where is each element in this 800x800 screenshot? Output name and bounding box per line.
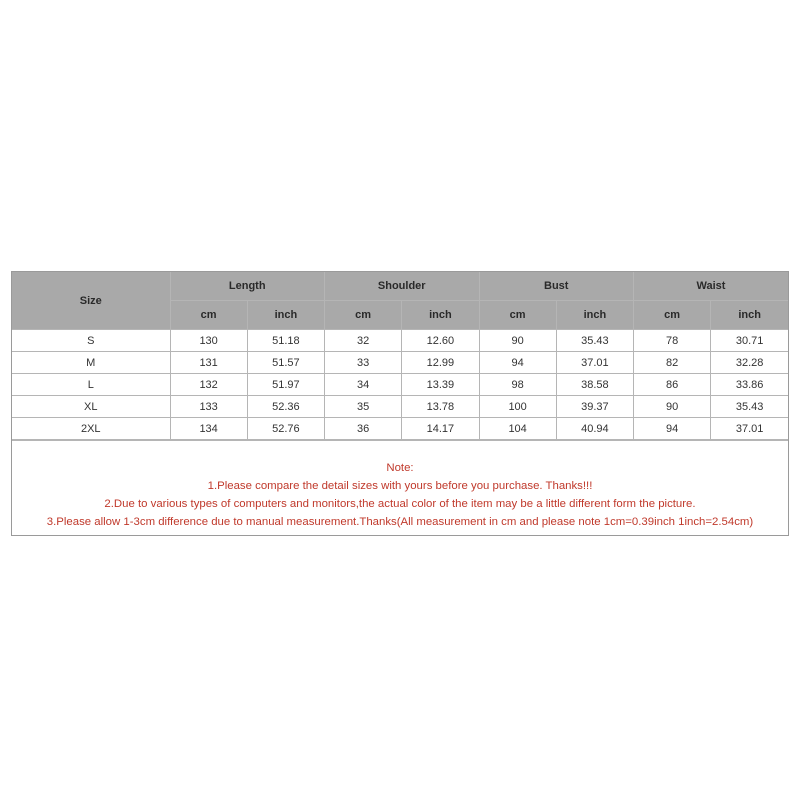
length-inch-cell: 51.97 — [247, 374, 324, 396]
shoulder-cm-cell: 34 — [325, 374, 402, 396]
size-cell: S — [12, 330, 170, 352]
bust-inch-cell: 39.37 — [556, 396, 633, 418]
bust-cm-cell: 104 — [479, 418, 556, 440]
size-cell: L — [12, 374, 170, 396]
group-header-shoulder: Shoulder — [325, 272, 480, 301]
waist-cm-cell: 94 — [634, 418, 711, 440]
group-header-length: Length — [170, 272, 325, 301]
note-line-2: 2.Due to various types of computers and monitors,the actual color of the item may be a little different form the picture. — [104, 498, 696, 510]
size-table — [12, 272, 788, 440]
shoulder-cm-cell: 32 — [325, 330, 402, 352]
shoulder-cm-cell: 36 — [325, 418, 402, 440]
length-inch-cell: 52.76 — [247, 418, 324, 440]
note-line-1: 1.Please compare the detail sizes with yours before you purchase. Thanks!!! — [207, 480, 593, 492]
waist-cm-cell: 90 — [634, 396, 711, 418]
shoulder-inch-cell: 14.17 — [402, 418, 479, 440]
header-row-groups — [12, 272, 788, 301]
waist-cm-cell: 78 — [634, 330, 711, 352]
bust-cm-cell: 90 — [479, 330, 556, 352]
length-cm-cell: 130 — [170, 330, 247, 352]
length-inch-cell: 51.18 — [247, 330, 324, 352]
bust-inch-cell: 40.94 — [556, 418, 633, 440]
unit-header-inch: inch — [556, 301, 633, 330]
shoulder-inch-cell: 13.39 — [402, 374, 479, 396]
size-chart — [11, 271, 789, 536]
shoulder-cm-cell: 35 — [325, 396, 402, 418]
table-row — [12, 330, 788, 352]
waist-inch-cell: 30.71 — [711, 330, 788, 352]
bust-cm-cell: 94 — [479, 352, 556, 374]
table-row — [12, 418, 788, 440]
bust-cm-cell: 98 — [479, 374, 556, 396]
table-row — [12, 374, 788, 396]
note-line-3: 3.Please allow 1-3cm difference due to manual measurement.Thanks(All measurement in cm and please note 1cm=0.39inch 1inch=2.54cm) — [46, 516, 754, 528]
size-cell: XL — [12, 396, 170, 418]
unit-header-cm: cm — [170, 301, 247, 330]
waist-inch-cell: 32.28 — [711, 352, 788, 374]
length-inch-cell: 52.36 — [247, 396, 324, 418]
shoulder-cm-cell: 33 — [325, 352, 402, 374]
bust-inch-cell: 35.43 — [556, 330, 633, 352]
length-inch-cell: 51.57 — [247, 352, 324, 374]
length-cm-cell: 131 — [170, 352, 247, 374]
unit-header-inch: inch — [247, 301, 324, 330]
notes-section — [12, 440, 788, 535]
waist-cm-cell: 82 — [634, 352, 711, 374]
unit-header-inch: inch — [402, 301, 479, 330]
bust-inch-cell: 37.01 — [556, 352, 633, 374]
group-header-waist: Waist — [634, 272, 789, 301]
length-cm-cell: 134 — [170, 418, 247, 440]
group-header-bust: Bust — [479, 272, 634, 301]
unit-header-cm: cm — [325, 301, 402, 330]
waist-inch-cell: 33.86 — [711, 374, 788, 396]
size-cell: 2XL — [12, 418, 170, 440]
size-cell: M — [12, 352, 170, 374]
length-cm-cell: 133 — [170, 396, 247, 418]
unit-header-cm: cm — [634, 301, 711, 330]
table-row — [12, 352, 788, 374]
bust-inch-cell: 38.58 — [556, 374, 633, 396]
shoulder-inch-cell: 13.78 — [402, 396, 479, 418]
size-column-header: Size — [12, 272, 170, 330]
shoulder-inch-cell: 12.99 — [402, 352, 479, 374]
table-row — [12, 396, 788, 418]
unit-header-cm: cm — [479, 301, 556, 330]
unit-header-inch: inch — [711, 301, 788, 330]
waist-inch-cell: 35.43 — [711, 396, 788, 418]
waist-cm-cell: 86 — [634, 374, 711, 396]
shoulder-inch-cell: 12.60 — [402, 330, 479, 352]
length-cm-cell: 132 — [170, 374, 247, 396]
waist-inch-cell: 37.01 — [711, 418, 788, 440]
note-title: Note: — [386, 462, 414, 474]
bust-cm-cell: 100 — [479, 396, 556, 418]
